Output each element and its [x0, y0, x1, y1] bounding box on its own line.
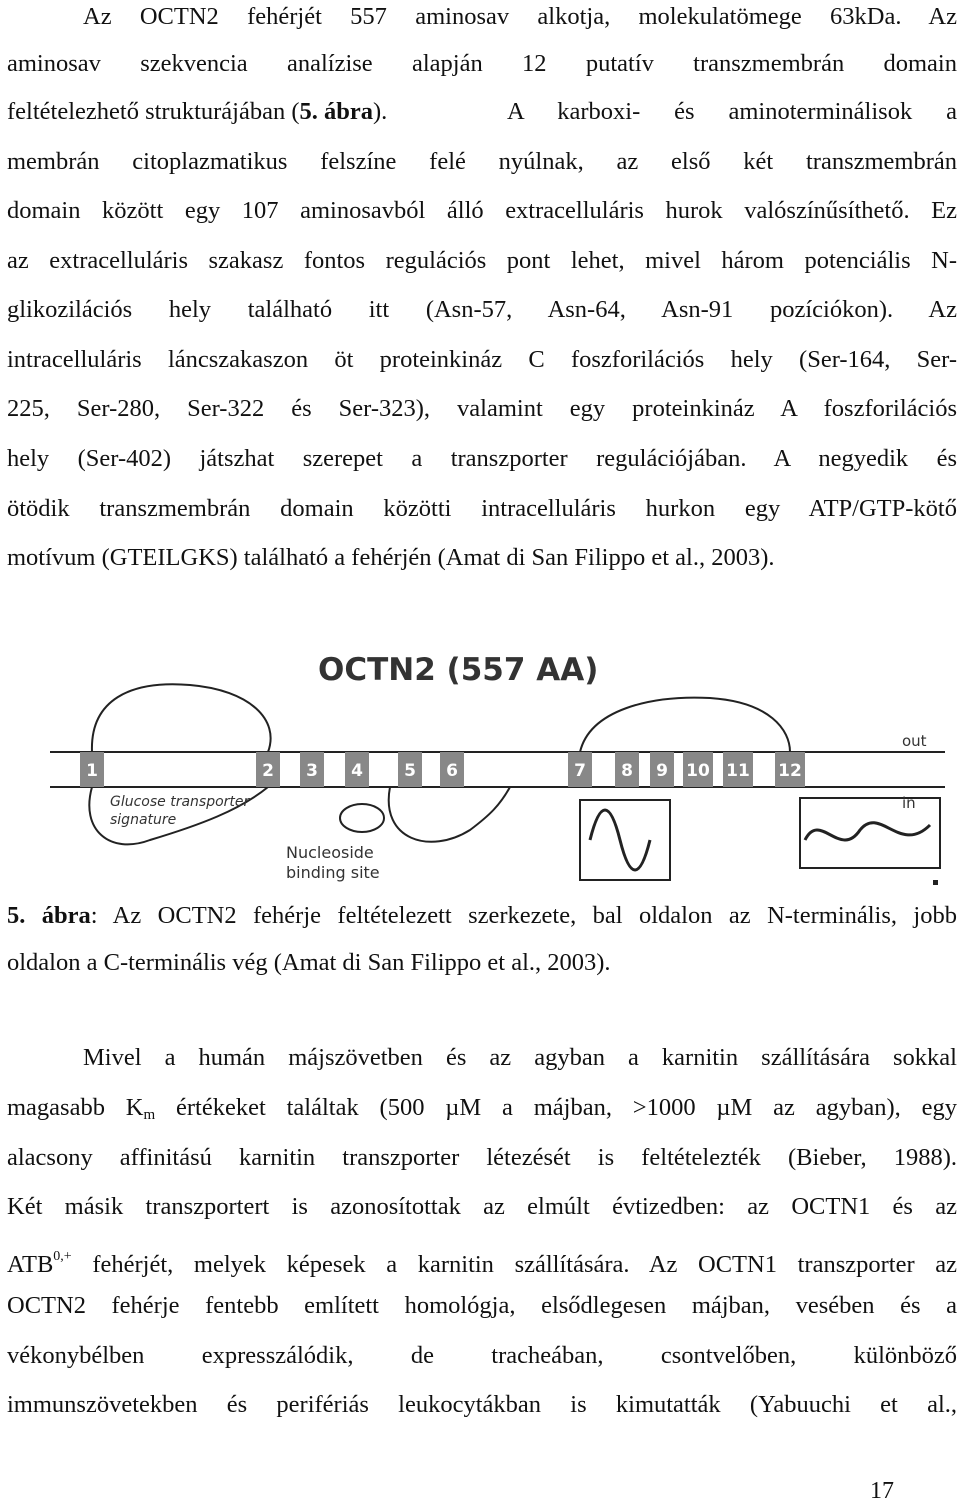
text-fragment: fehérjét, melyek képesek a karnitin szállítására. Az OCTN1 transzporter az [71, 1251, 957, 1278]
figure-caption: oldalon a C-terminális vég (Amat di San Filippo et al., 2003). [7, 949, 611, 976]
domain-label: 3 [306, 761, 318, 781]
membrane-topology-diagram [50, 640, 945, 890]
text-line: immunszövetekben és perifériás leukocytákban is kimutatták (Yabuuchi et al., [7, 1391, 957, 1418]
text-line: membrán citoplazmatikus felszíne felé nyúlnak, az első két transzmembrán [7, 148, 957, 175]
domain-9 [650, 752, 674, 787]
domain-10 [683, 752, 713, 787]
text-line: intracelluláris láncszakaszon öt proteinkináz C foszforilációs hely (Ser-164, Ser- [7, 346, 957, 373]
octn2-structure-figure [50, 640, 945, 890]
domain-label: 9 [656, 761, 668, 781]
domain-2 [256, 752, 280, 787]
intracellular-loop-2 [389, 787, 510, 842]
domain-label: 1 [86, 761, 98, 781]
text-line: OCTN2 fehérje fentebb említett homológja, elsődlegesen májban, vesében és a [7, 1292, 957, 1319]
label-out: out [902, 732, 927, 750]
domain-label: 12 [778, 761, 802, 781]
domain-label: 6 [446, 761, 458, 781]
text-line [7, 1093, 957, 1130]
extracellular-loop [92, 684, 271, 752]
text-line: hely (Ser-402) játszhat szerepet a transzporter regulációjában. A negyedik és [7, 445, 957, 472]
text-line: Két másik transzportert is azonosítottak az elmúlt évtizedben: az OCTN1 és az [7, 1193, 957, 1220]
caption-text: : Az OCTN2 fehérje feltételezett szerkezete, bal oldalon az N-terminális, jobb [90, 902, 957, 929]
domain-4 [345, 752, 369, 787]
domain-label: 5 [404, 761, 416, 781]
text-line: A karboxi- és aminoterminálisok a [507, 98, 957, 125]
domain-label: 7 [574, 761, 586, 781]
domain-7 [568, 752, 592, 787]
page-number: 17 [870, 1478, 894, 1504]
label-in: in [902, 794, 916, 812]
domain-label: 4 [351, 761, 363, 781]
domain-11 [723, 752, 753, 787]
text-line [7, 1242, 957, 1280]
text-fragment: ATB [7, 1251, 54, 1278]
text-line: vékonybélben expresszálódik, de tracheában, csontvelőben, különböző [7, 1342, 957, 1369]
oval-marker [340, 804, 384, 832]
domain-8 [615, 752, 639, 787]
text-line: motívum (GTEILGKS) található a fehérjén (Amat di San Filippo et al., 2003). [7, 544, 775, 571]
text-line: ötödik transzmembrán domain közötti intracelluláris hurkon egy ATP/GTP-kötő [7, 495, 957, 522]
text-line: glikozilációs hely található itt (Asn-57, Asn-64, Asn-91 pozíciókon). Az [7, 296, 957, 323]
nucleoside-label-2: binding site [286, 863, 380, 882]
superscript: 0,+ [53, 1249, 72, 1264]
domain-label: 11 [726, 761, 750, 781]
text-line: aminosav szekvencia analízise alapján 12 putatív transzmembrán domain [7, 50, 957, 77]
text-line: az extracelluláris szakasz fontos regulációs pont lehet, mivel három potenciális N- [7, 247, 957, 274]
figure-title: OCTN2 (557 AA) [318, 652, 599, 688]
domain-label: 10 [686, 761, 710, 781]
domain-1 [80, 752, 104, 787]
glucose-label-2: signature [110, 812, 177, 828]
domain-label: 8 [621, 761, 633, 781]
figure-caption [7, 901, 957, 931]
text-line: domain között egy 107 aminosavból álló extracelluláris hurok valószínűsíthető. Ez [7, 197, 957, 224]
domain-3 [300, 752, 324, 787]
domain-label: 2 [262, 761, 274, 781]
caption-label: 5. ábra [7, 902, 91, 929]
text-fragment: ). [373, 98, 388, 125]
text-line: Az OCTN2 fehérjét 557 aminosav alkotja, molekulatömege 63kDa. Az [83, 3, 957, 30]
nucleoside-label-1: Nucleoside [286, 843, 374, 862]
subscript: m [143, 1107, 156, 1123]
text-line: 225, Ser-280, Ser-322 és Ser-323), valamint egy proteinkináz A foszforilációs [7, 395, 957, 422]
text-fragment: magasabb K [7, 1094, 144, 1121]
text-line: alacsony affinitású karnitin transzporter létezését is feltételezték (Bieber, 1988). [7, 1144, 957, 1171]
domain-6 [440, 752, 464, 787]
dot-marker [933, 880, 938, 885]
domain-5 [398, 752, 422, 787]
glucose-label-1: Glucose transporter [110, 794, 250, 810]
figure-reference: 5. ábra [299, 98, 373, 125]
text-fragment: értékeket találtak (500 µM a májban, >1000 µM az agyban), egy [155, 1094, 957, 1121]
extracellular-loop-2 [580, 698, 790, 752]
domain-12 [775, 752, 805, 787]
text-line: Mivel a humán májszövetben és az agyban a karnitin szállítására sokkal [83, 1044, 957, 1071]
text-fragment: feltételezhető strukturájában ( [7, 98, 300, 125]
nucleoside-box [580, 800, 670, 880]
